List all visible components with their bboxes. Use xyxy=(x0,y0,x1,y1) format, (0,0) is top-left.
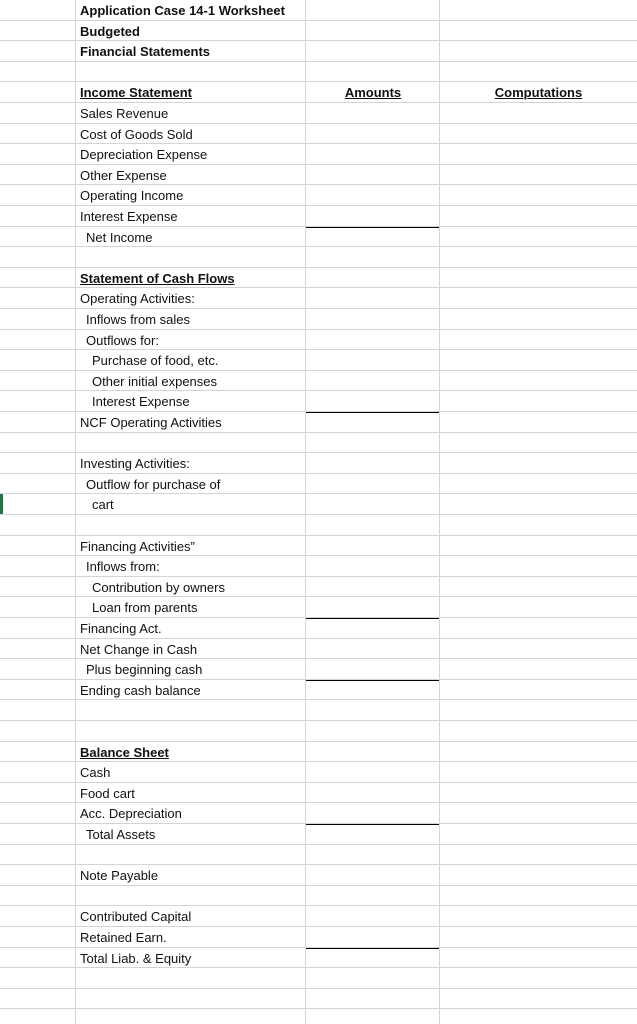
sheet-cell[interactable] xyxy=(440,927,637,948)
sheet-cell[interactable] xyxy=(306,41,440,62)
sheet-cell[interactable] xyxy=(440,268,637,289)
sheet-row xyxy=(0,783,637,804)
sheet-row xyxy=(0,700,637,721)
sheet-cell[interactable] xyxy=(440,124,637,145)
sheet-cell[interactable] xyxy=(306,989,440,1010)
sheet-cell[interactable] xyxy=(0,515,76,536)
sheet-row xyxy=(0,659,637,680)
sheet-row xyxy=(0,886,637,907)
sheet-cell[interactable] xyxy=(0,742,76,763)
sheet-cell[interactable] xyxy=(440,865,637,886)
sheet-cell[interactable] xyxy=(306,247,440,268)
sheet-cell[interactable] xyxy=(0,453,76,474)
row-label: Cash xyxy=(80,765,111,781)
row-label: Net Change in Cash xyxy=(80,641,198,657)
sheet-cell[interactable] xyxy=(306,803,440,824)
amounts-column-header: Amounts xyxy=(344,85,402,101)
sheet-row xyxy=(0,906,637,927)
sheet-cell[interactable] xyxy=(76,700,306,721)
sheet-cell[interactable] xyxy=(440,412,637,433)
row-label: Depreciation Expense xyxy=(80,147,208,163)
sheet-cell[interactable] xyxy=(306,227,440,248)
sheet-cell[interactable] xyxy=(306,165,440,186)
sheet-row xyxy=(0,948,637,969)
sheet-cell[interactable] xyxy=(0,165,76,186)
row-label: Inflows from: xyxy=(86,559,160,575)
sheet-row xyxy=(0,721,637,742)
row-label: Sales Revenue xyxy=(80,106,169,121)
sheet-row xyxy=(0,597,637,618)
sheet-cell[interactable] xyxy=(76,247,306,268)
sheet-row xyxy=(0,206,637,227)
sheet-row xyxy=(0,330,637,351)
sheet-cell[interactable] xyxy=(306,762,440,783)
sheet-cell[interactable] xyxy=(440,515,637,536)
sheet-row xyxy=(0,309,637,330)
sheet-cell[interactable] xyxy=(0,371,76,392)
sheet-cell[interactable] xyxy=(440,700,637,721)
sheet-cell[interactable] xyxy=(0,21,76,42)
sheet-cell[interactable] xyxy=(440,371,637,392)
sheet-row xyxy=(0,412,637,433)
sheet-cell[interactable] xyxy=(0,886,76,907)
sheet-row xyxy=(0,433,637,454)
row-label: Retained Earn. xyxy=(80,930,167,945)
sheet-cell[interactable] xyxy=(440,948,637,969)
sheet-cell[interactable] xyxy=(440,350,637,371)
sheet-row xyxy=(0,845,637,866)
sheet-cell[interactable] xyxy=(306,1009,440,1024)
sheet-row xyxy=(0,556,637,577)
sheet-cell[interactable] xyxy=(0,412,76,433)
sheet-row xyxy=(0,21,637,42)
sheet-cell[interactable] xyxy=(306,124,440,145)
sheet-cell[interactable] xyxy=(440,453,637,474)
row-label: Outflow for purchase of xyxy=(86,476,221,492)
sheet-cell[interactable] xyxy=(0,989,76,1010)
sheet-cell[interactable] xyxy=(440,433,637,454)
sheet-cell[interactable] xyxy=(306,618,440,639)
row-label: Budgeted xyxy=(80,23,140,39)
sheet-cell[interactable] xyxy=(0,659,76,680)
sheet-cell[interactable] xyxy=(440,41,637,62)
sheet-cell[interactable] xyxy=(306,474,440,495)
sheet-cell[interactable] xyxy=(76,845,306,866)
sheet-cell[interactable] xyxy=(0,330,76,351)
sheet-cell[interactable] xyxy=(306,144,440,165)
sheet-row xyxy=(0,82,637,103)
row-label: Other Expense xyxy=(80,167,167,183)
sheet-cell[interactable] xyxy=(440,494,637,515)
sheet-cell[interactable] xyxy=(306,948,440,969)
sheet-cell[interactable] xyxy=(306,350,440,371)
sheet-cell[interactable] xyxy=(306,62,440,83)
sheet-row xyxy=(0,742,637,763)
sheet-row xyxy=(0,185,637,206)
sheet-cell[interactable] xyxy=(440,474,637,495)
sheet-cell[interactable] xyxy=(306,185,440,206)
sheet-row xyxy=(0,927,637,948)
sheet-cell[interactable] xyxy=(306,680,440,701)
sheet-row xyxy=(0,453,637,474)
sheet-cell[interactable] xyxy=(0,639,76,660)
sheet-cell[interactable] xyxy=(306,845,440,866)
sheet-cell[interactable] xyxy=(0,268,76,289)
sheet-cell[interactable] xyxy=(440,886,637,907)
sheet-row xyxy=(0,103,637,124)
sheet-cell[interactable] xyxy=(76,989,306,1010)
sheet-cell[interactable] xyxy=(440,62,637,83)
sheet-cell[interactable] xyxy=(440,803,637,824)
row-label: cart xyxy=(92,497,114,513)
sheet-cell[interactable] xyxy=(76,1009,306,1024)
sheet-row xyxy=(0,515,637,536)
sheet-row xyxy=(0,474,637,495)
sheet-cell[interactable] xyxy=(440,144,637,165)
sheet-cell[interactable] xyxy=(0,906,76,927)
sheet-row xyxy=(0,268,637,289)
sheet-cell[interactable] xyxy=(440,556,637,577)
sheet-cell[interactable] xyxy=(306,783,440,804)
sheet-row xyxy=(0,1009,637,1024)
sheet-cell[interactable] xyxy=(0,144,76,165)
sheet-cell[interactable] xyxy=(440,659,637,680)
sheet-cell[interactable] xyxy=(76,433,306,454)
row-label: Cost of Goods Sold xyxy=(80,126,193,142)
row-label: Purchase of food, etc. xyxy=(92,353,219,369)
sheet-cell[interactable] xyxy=(306,824,440,845)
row-label: Balance Sheet xyxy=(80,744,169,760)
sheet-cell[interactable] xyxy=(76,886,306,907)
row-label: Net Income xyxy=(86,229,153,245)
sheet-cell[interactable] xyxy=(440,103,637,124)
sheet-cell[interactable] xyxy=(306,721,440,742)
row-label: Financing Activities” xyxy=(80,538,195,554)
sheet-row xyxy=(0,989,637,1010)
row-label: Plus beginning cash xyxy=(86,662,203,678)
sheet-row xyxy=(0,350,637,371)
row-label: Operating Activities: xyxy=(80,291,195,307)
row-label: Note Payable xyxy=(80,868,159,884)
sheet-cell[interactable] xyxy=(0,124,76,145)
sheet-cell[interactable] xyxy=(440,597,637,618)
sheet-row xyxy=(0,62,637,83)
sheet-cell[interactable] xyxy=(440,762,637,783)
sheet-cell[interactable] xyxy=(0,433,76,454)
sheet-cell[interactable] xyxy=(0,927,76,948)
computations-column-header: Computations xyxy=(494,85,583,101)
sheet-row xyxy=(0,165,637,186)
sheet-row xyxy=(0,124,637,145)
sheet-cell[interactable] xyxy=(0,597,76,618)
sheet-row xyxy=(0,247,637,268)
sheet-cell[interactable] xyxy=(440,742,637,763)
sheet-cell[interactable] xyxy=(306,906,440,927)
sheet-cell[interactable] xyxy=(0,536,76,557)
sheet-cell[interactable] xyxy=(440,721,637,742)
sheet-row xyxy=(0,391,637,412)
sheet-cell[interactable] xyxy=(440,391,637,412)
sheet-cell[interactable] xyxy=(440,165,637,186)
sheet-cell[interactable] xyxy=(0,824,76,845)
sheet-cell[interactable] xyxy=(0,845,76,866)
sheet-row xyxy=(0,803,637,824)
sheet-cell[interactable] xyxy=(0,474,76,495)
sheet-cell[interactable] xyxy=(306,330,440,351)
row-label: Investing Activities: xyxy=(80,456,190,472)
sheet-cell[interactable] xyxy=(440,1009,637,1024)
sheet-cell[interactable] xyxy=(306,494,440,515)
sheet-cell[interactable] xyxy=(440,21,637,42)
sheet-cell[interactable] xyxy=(0,865,76,886)
sheet-cell[interactable] xyxy=(440,0,637,21)
row-label: Inflows from sales xyxy=(86,312,191,327)
sheet-cell[interactable] xyxy=(0,350,76,371)
row-label: Total Assets xyxy=(86,827,156,842)
sheet-cell[interactable] xyxy=(0,618,76,639)
sheet-cell[interactable] xyxy=(0,721,76,742)
sheet-cell[interactable] xyxy=(0,700,76,721)
sheet-cell[interactable] xyxy=(306,21,440,42)
sheet-cell[interactable] xyxy=(440,227,637,248)
sheet-cell[interactable] xyxy=(306,700,440,721)
sheet-cell[interactable] xyxy=(306,0,440,21)
row-label: Interest Expense xyxy=(92,394,190,410)
sheet-cell[interactable] xyxy=(440,680,637,701)
sheet-cell[interactable] xyxy=(440,185,637,206)
sheet-cell[interactable] xyxy=(0,82,76,103)
sheet-cell[interactable] xyxy=(0,309,76,330)
sheet-cell[interactable] xyxy=(306,103,440,124)
row-label: Total Liab. & Equity xyxy=(80,950,192,966)
sheet-cell[interactable] xyxy=(440,824,637,845)
sheet-cell[interactable] xyxy=(0,577,76,598)
sheet-cell[interactable] xyxy=(306,309,440,330)
sheet-cell[interactable] xyxy=(306,288,440,309)
row-label: Contribution by owners xyxy=(92,579,225,595)
sheet-row xyxy=(0,288,637,309)
sheet-cell[interactable] xyxy=(306,886,440,907)
sheet-row xyxy=(0,762,637,783)
sheet-cell[interactable] xyxy=(440,330,637,351)
sheet-cell[interactable] xyxy=(76,968,306,989)
sheet-cell[interactable] xyxy=(0,391,76,412)
active-row-marker xyxy=(0,494,3,514)
sheet-cell[interactable] xyxy=(440,618,637,639)
sheet-row xyxy=(0,536,637,557)
sheet-row xyxy=(0,618,637,639)
sheet-cell[interactable] xyxy=(440,206,637,227)
sheet-cell[interactable] xyxy=(306,453,440,474)
sheet-cell[interactable] xyxy=(306,577,440,598)
sheet-cell[interactable] xyxy=(440,989,637,1010)
sheet-cell[interactable] xyxy=(0,206,76,227)
sheet-cell[interactable] xyxy=(0,556,76,577)
sheet-row xyxy=(0,494,637,515)
sheet-cell[interactable] xyxy=(76,721,306,742)
sheet-cell[interactable] xyxy=(0,762,76,783)
sheet-row xyxy=(0,968,637,989)
sheet-row xyxy=(0,0,637,21)
sheet-cell[interactable] xyxy=(0,288,76,309)
row-label: Income Statement xyxy=(80,85,192,101)
row-label: Financing Act. xyxy=(80,621,162,636)
row-label: Loan from parents xyxy=(92,600,198,616)
sheet-row xyxy=(0,865,637,886)
sheet-cell[interactable] xyxy=(306,206,440,227)
sheet-cell[interactable] xyxy=(440,639,637,660)
row-label: Application Case 14-1 Worksheet xyxy=(80,3,285,18)
sheet-cell[interactable] xyxy=(0,103,76,124)
sheet-cell[interactable] xyxy=(306,742,440,763)
sheet-cell[interactable] xyxy=(0,185,76,206)
sheet-cell[interactable] xyxy=(306,597,440,618)
sheet-cell[interactable] xyxy=(306,412,440,433)
sheet-cell[interactable] xyxy=(0,948,76,969)
sheet-cell[interactable] xyxy=(0,41,76,62)
sheet-row xyxy=(0,41,637,62)
sheet-cell[interactable] xyxy=(0,680,76,701)
sheet-cell[interactable] xyxy=(306,556,440,577)
sheet-cell[interactable] xyxy=(0,968,76,989)
row-label: Acc. Depreciation xyxy=(80,806,182,822)
row-label: Contributed Capital xyxy=(80,909,192,925)
sheet-row xyxy=(0,639,637,660)
sheet-cell[interactable] xyxy=(0,803,76,824)
sheet-cell[interactable] xyxy=(306,968,440,989)
sheet-cell[interactable] xyxy=(440,536,637,557)
sheet-cell[interactable] xyxy=(306,371,440,392)
sheet-cell[interactable] xyxy=(76,762,306,783)
sheet-cell[interactable] xyxy=(440,288,637,309)
sheet-cell[interactable] xyxy=(440,968,637,989)
sheet-cell[interactable] xyxy=(440,906,637,927)
row-label: Statement of Cash Flows xyxy=(80,270,235,286)
sheet-cell[interactable] xyxy=(306,536,440,557)
sheet-cell[interactable] xyxy=(0,494,76,515)
sheet-row xyxy=(0,680,637,701)
sheet-cell[interactable] xyxy=(306,433,440,454)
sheet-row xyxy=(0,371,637,392)
sheet-cell[interactable] xyxy=(76,515,306,536)
row-label: Outflows for: xyxy=(86,332,159,348)
row-label: Interest Expense xyxy=(80,209,178,224)
sheet-cell[interactable] xyxy=(306,639,440,660)
sheet-row xyxy=(0,144,637,165)
row-label: Food cart xyxy=(80,785,135,801)
sheet-cell[interactable] xyxy=(440,783,637,804)
sheet-cell[interactable] xyxy=(0,247,76,268)
row-label: Ending cash balance xyxy=(80,682,201,698)
sheet-row xyxy=(0,577,637,598)
sheet-row xyxy=(0,824,637,845)
sheet-row xyxy=(0,227,637,248)
row-label: NCF Operating Activities xyxy=(80,415,222,430)
sheet-cell[interactable] xyxy=(0,783,76,804)
sheet-cell[interactable] xyxy=(440,577,637,598)
sheet-cell[interactable] xyxy=(306,268,440,289)
row-label: Other initial expenses xyxy=(92,373,218,389)
sheet-cell[interactable] xyxy=(440,247,637,268)
sheet-cell[interactable] xyxy=(440,845,637,866)
sheet-cell[interactable] xyxy=(306,391,440,412)
sheet-cell[interactable] xyxy=(440,309,637,330)
sheet-cell[interactable] xyxy=(0,0,76,21)
row-label: Financial Statements xyxy=(80,44,211,60)
sheet-cell[interactable] xyxy=(0,1009,76,1024)
sheet-cell[interactable] xyxy=(306,659,440,680)
sheet-cell[interactable] xyxy=(0,227,76,248)
sheet-cell[interactable] xyxy=(0,62,76,83)
sheet-cell[interactable] xyxy=(76,62,306,83)
row-label: Operating Income xyxy=(80,188,184,204)
sheet-cell[interactable] xyxy=(306,865,440,886)
sheet-cell[interactable] xyxy=(306,927,440,948)
sheet-cell[interactable] xyxy=(306,515,440,536)
